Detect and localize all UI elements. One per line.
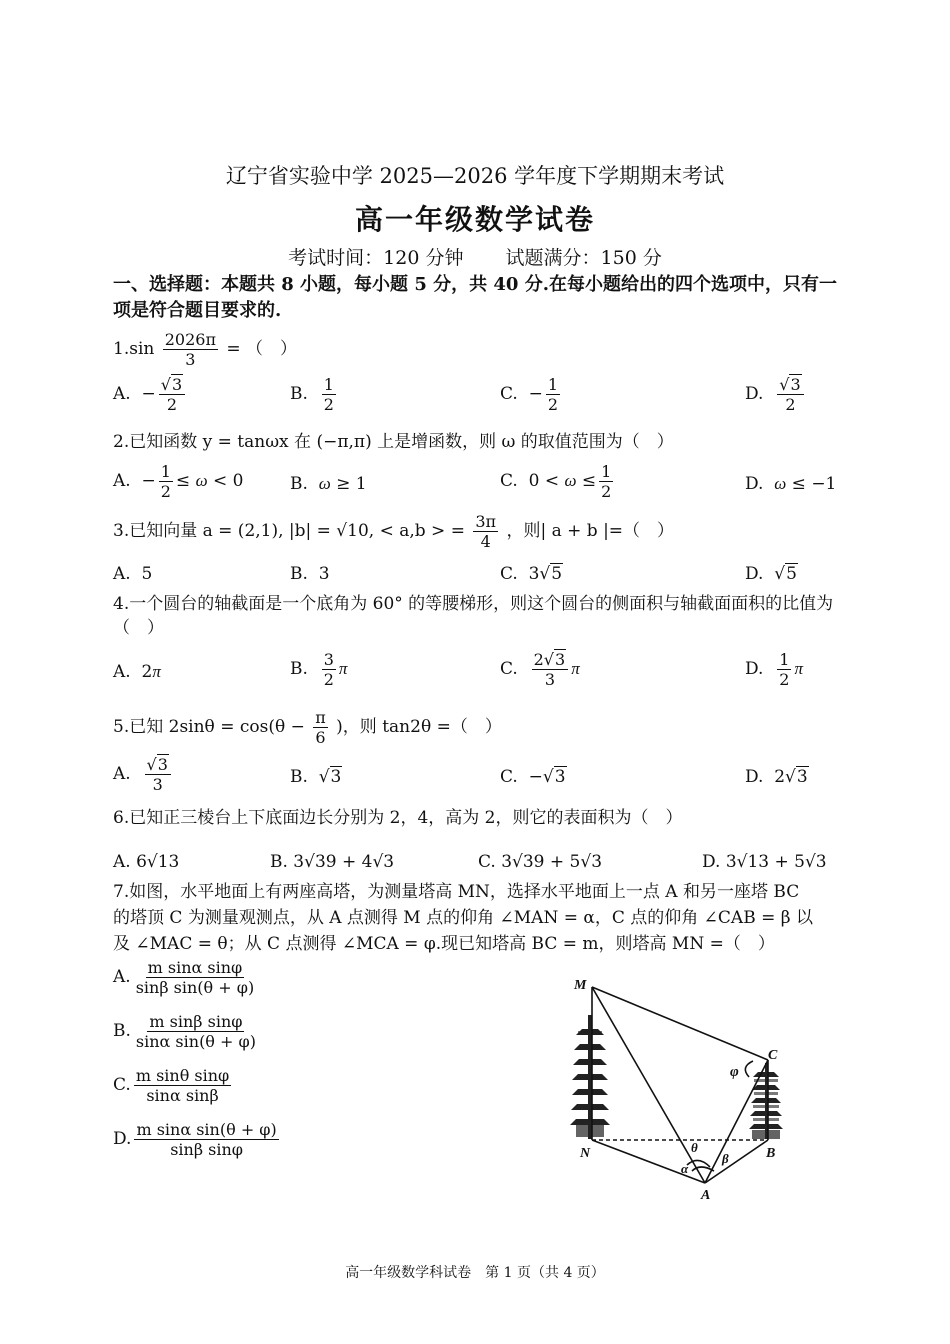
q3-text-b: ，则| a + b |=（ ） — [506, 521, 675, 541]
q2-option-b: B. ω ≥ 1 — [290, 474, 367, 494]
right-pagoda-icon — [749, 1063, 783, 1139]
q5-post: )，则 tan2θ =（ ） — [336, 717, 502, 737]
q3-text-a: 3.已知向量 a = (2,1), |b| = √10, < a,b > = — [113, 521, 465, 541]
question-4: 4.一个圆台的轴截面是一个底角为 60° 的等腰梯形，则这个圆台的侧面积与轴截面面积的比值为（ ） — [113, 594, 834, 638]
q6-option-a: A. 6√13 — [113, 852, 180, 872]
q6-option-d: D. 3√13 + 5√3 — [702, 852, 827, 872]
full-score: 试题满分：150 分 — [505, 247, 662, 269]
label-theta: θ — [691, 1140, 698, 1155]
page-footer: 高一年级数学科试卷 第 1 页（共 4 页） — [345, 1265, 605, 1281]
exam-info — [0, 243, 950, 270]
q7-b-num: m sinβ sinφ — [149, 1012, 243, 1031]
q3-option-c: C. 3√5 — [500, 564, 563, 584]
exam-time: 考试时间：120 分钟 — [288, 247, 464, 269]
question-6: 6.已知正三棱台上下底面边长分别为 2，4，高为 2，则它的表面积为（ ） — [113, 808, 683, 828]
q3-den: 4 — [480, 532, 491, 551]
q1-fraction — [163, 330, 218, 369]
left-pagoda-icon — [570, 1015, 610, 1139]
q2-option-a: A. − $\frac{1}{2}$ ≤ ω < 0 — [113, 462, 244, 501]
q1-option-a: A. − $\frac{√3}{2}$ — [113, 375, 188, 414]
q7-option-d: D. $\frac{\text{m sinα sin(θ + φ)}}{\text{sinβ sinφ}}$ — [113, 1120, 277, 1159]
q6-option-c: C. 3√39 + 5√3 — [478, 852, 603, 872]
q5-pre: 5.已知 2sinθ = cos(θ − — [113, 717, 305, 737]
q5-option-c: C. −√3 — [500, 767, 566, 787]
label-beta: β — [722, 1151, 729, 1166]
q1-option-d: D. $\frac{√3}{2}$ — [745, 375, 807, 414]
label-c: C — [768, 1048, 778, 1063]
q3-option-b: B. 3 — [290, 564, 330, 584]
q5-den: 6 — [315, 728, 326, 747]
q7-option-a: A. $\frac{\text{m sinα sinφ}}{\text{sinβ sin(θ + φ)}}$ — [113, 958, 255, 997]
school-line: 辽宁省实验中学 2025—2026 学年度下学期期末考试 — [225, 164, 725, 188]
q6-option-b: B. 3√39 + 4√3 — [270, 852, 395, 872]
question-7-line-3: 及 ∠MAC = θ；从 C 点测得 ∠MCA = φ.现已知塔高 BC = m，则塔高 MN =（ ） — [113, 934, 775, 954]
q2-option-d: D. ω ≤ −1 — [745, 474, 837, 494]
label-phi: φ — [730, 1064, 739, 1080]
label-alpha: α — [681, 1161, 689, 1176]
q7-b-den: sinα sin(θ + φ) — [135, 1032, 256, 1051]
q3-option-a: A. 5 — [113, 564, 153, 584]
question-7-line-1: 7.如图，水平地面上有两座高塔，为测量塔高 MN，选择水平地面上一点 A 和另一座塔 BC — [113, 882, 800, 902]
label-b: B — [766, 1146, 776, 1161]
q1-option-c: C. − $\frac{1}{2}$ — [500, 375, 559, 414]
question-3 — [113, 512, 674, 551]
tower-figure — [570, 975, 820, 1210]
q7-c-num: m sinθ sinφ — [135, 1066, 230, 1085]
q5-option-d: D. 2√3 — [745, 767, 808, 787]
q7-d-num: m sinα sin(θ + φ) — [136, 1120, 277, 1139]
q4-option-d: D. $\frac{1}{2}$ π — [745, 650, 803, 689]
q5-fraction — [313, 708, 328, 747]
q4-option-b: B. $\frac{3}{2}$ π — [290, 650, 348, 689]
q7-c-den: sinα sinβ — [146, 1086, 219, 1105]
q5-num: π — [315, 708, 326, 727]
label-m: M — [574, 978, 587, 993]
q4-option-a: A. 2π — [113, 662, 161, 682]
section-heading: 一、选择题：本题共 8 小题，每小题 5 分，共 40 分.在每小题给出的四个选项中，只有一项是符合题目要求的. — [113, 274, 837, 321]
q7-option-b: B. $\frac{\text{m sinβ sinφ}}{\text{sinα sin(θ + φ)}}$ — [113, 1012, 256, 1051]
q1-pre: 1.sin — [113, 339, 155, 359]
q7-option-c: C. $\frac{\text{m sinθ sinφ}}{\text{sinα sinβ}}$ — [113, 1066, 230, 1105]
q7-a-num: m sinα sinφ — [147, 958, 243, 977]
q1-option-b: B. $\frac{1}{2}$ — [290, 375, 334, 414]
q7-d-den: sinβ sinφ — [170, 1140, 243, 1159]
q2-option-c: C. 0 < ω ≤ $\frac{1}{2}$ — [500, 462, 612, 501]
q5-option-b: B. √3 — [290, 767, 342, 787]
q3-num: 3π — [475, 512, 497, 531]
q1-den: 3 — [185, 350, 196, 369]
q1-num: 2026π — [164, 330, 216, 349]
q4-option-c: C. $\frac{2√3}{3}$ π — [500, 650, 580, 689]
label-a: A — [701, 1188, 711, 1203]
question-2: 2.已知函数 y = tanωx 在 (−π,π) 上是增函数，则 ω 的取值范围为（ ） — [113, 432, 674, 452]
q1-post: = （ ） — [226, 339, 298, 359]
q3-option-d: D. √5 — [745, 564, 797, 584]
q7-a-den: sinβ sin(θ + φ) — [135, 978, 255, 997]
q3-fraction — [473, 512, 498, 551]
q5-option-a: A. $\frac{√3}{3}$ — [113, 755, 174, 794]
question-1 — [113, 330, 297, 369]
question-5 — [113, 708, 502, 747]
paper-title: 高一年级数学试卷 — [354, 203, 595, 236]
question-7-line-2: 的塔顶 C 为测量观测点，从 A 点测得 M 点的仰角 ∠MAN = α，C 点的仰角 ∠CAB = β 以 — [113, 908, 813, 928]
label-n: N — [580, 1146, 591, 1161]
